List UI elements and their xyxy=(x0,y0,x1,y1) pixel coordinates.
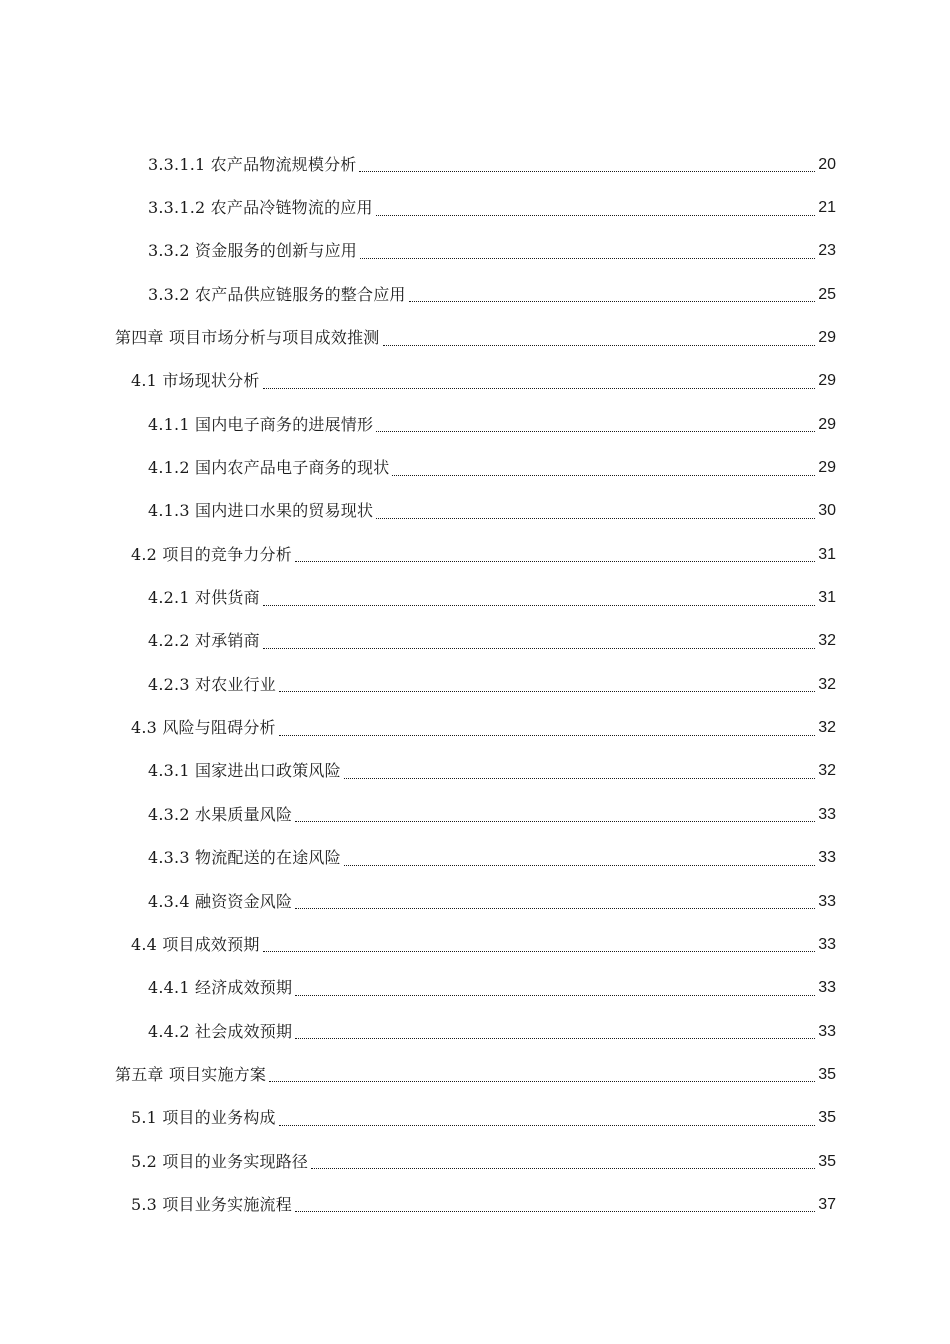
toc-leader-dots xyxy=(376,215,816,216)
toc-entry-page: 30 xyxy=(818,502,836,520)
toc-entry-title: 4.2 项目的竞争力分析 xyxy=(131,544,292,564)
toc-entry[interactable] xyxy=(0,1010,950,1053)
toc-entry-page: 33 xyxy=(818,849,836,867)
toc-entry-title: 4.1.3 国内进口水果的贸易现状 xyxy=(148,501,374,521)
toc-entry[interactable] xyxy=(0,663,950,706)
toc-entry[interactable] xyxy=(0,620,950,663)
toc-entry-page: 29 xyxy=(818,372,836,390)
toc-entry-title: 第四章 项目市场分析与项目成效推测 xyxy=(115,328,380,348)
toc-entry-page: 32 xyxy=(818,632,836,650)
toc-entry-title: 4.3.3 物流配送的在途风险 xyxy=(148,848,341,868)
toc-entry-page: 25 xyxy=(818,285,836,303)
toc-leader-dots xyxy=(392,475,815,476)
toc-entry-title: 4.2.1 对供货商 xyxy=(148,588,260,608)
toc-leader-dots xyxy=(344,778,815,779)
toc-entry-page: 21 xyxy=(818,199,836,217)
toc-entry[interactable] xyxy=(0,273,950,316)
toc-entry-title: 4.4 项目成效预期 xyxy=(131,934,260,954)
toc-entry-page: 33 xyxy=(818,1022,836,1040)
toc-leader-dots xyxy=(263,388,816,389)
toc-entry-title: 4.1.1 国内电子商务的进展情形 xyxy=(148,414,374,434)
toc-entry[interactable] xyxy=(0,706,950,749)
toc-entry-title: 4.1 市场现状分析 xyxy=(131,371,260,391)
toc-leader-dots xyxy=(409,301,816,302)
toc-entry-page: 35 xyxy=(818,1065,836,1083)
toc-entry-title: 3.3.1.2 农产品冷链物流的应用 xyxy=(148,198,373,218)
toc-entry-page: 32 xyxy=(818,762,836,780)
toc-entry[interactable] xyxy=(0,793,950,836)
table-of-contents xyxy=(0,143,950,1227)
toc-entry[interactable] xyxy=(0,186,950,229)
toc-entry[interactable] xyxy=(0,360,950,403)
toc-leader-dots xyxy=(269,1081,815,1082)
toc-entry[interactable] xyxy=(0,837,950,880)
toc-entry-title: 4.3.4 融资资金风险 xyxy=(148,891,293,911)
toc-entry-title: 4.2.2 对承销商 xyxy=(148,631,260,651)
toc-entry[interactable] xyxy=(0,576,950,619)
toc-entry-page: 23 xyxy=(818,242,836,260)
toc-leader-dots xyxy=(295,995,815,996)
toc-entry-title: 5.3 项目业务实施流程 xyxy=(131,1194,292,1214)
toc-entry-page: 29 xyxy=(818,415,836,433)
toc-entry[interactable] xyxy=(0,750,950,793)
toc-leader-dots xyxy=(279,1125,815,1126)
toc-entry-page: 29 xyxy=(818,329,836,347)
toc-entry[interactable] xyxy=(0,533,950,576)
toc-entry-page: 35 xyxy=(818,1109,836,1127)
toc-leader-dots xyxy=(295,561,815,562)
toc-entry[interactable] xyxy=(0,446,950,489)
toc-entry-title: 4.4.2 社会成效预期 xyxy=(148,1021,293,1041)
toc-entry-title: 5.2 项目的业务实现路径 xyxy=(131,1151,309,1171)
toc-entry-title: 4.4.1 经济成效预期 xyxy=(148,978,293,998)
toc-entry-title: 3.3.2 农产品供应链服务的整合应用 xyxy=(148,284,406,304)
toc-leader-dots xyxy=(263,648,815,649)
toc-leader-dots xyxy=(311,1168,815,1169)
toc-entry-page: 33 xyxy=(818,805,836,823)
toc-entry[interactable] xyxy=(0,967,950,1010)
toc-entry-page: 33 xyxy=(818,979,836,997)
toc-leader-dots xyxy=(359,171,815,172)
toc-leader-dots xyxy=(263,605,815,606)
toc-entry-page: 32 xyxy=(818,675,836,693)
toc-entry-title: 4.3.1 国家进出口政策风险 xyxy=(148,761,341,781)
toc-entry[interactable] xyxy=(0,143,950,186)
toc-leader-dots xyxy=(295,1211,815,1212)
toc-entry-title: 4.3 风险与阻碍分析 xyxy=(131,718,276,738)
toc-entry-page: 20 xyxy=(818,155,836,173)
toc-entry-page: 32 xyxy=(818,719,836,737)
toc-entry[interactable] xyxy=(0,316,950,359)
toc-leader-dots xyxy=(376,431,815,432)
toc-entry-page: 31 xyxy=(818,545,836,563)
toc-entry[interactable] xyxy=(0,1140,950,1183)
toc-leader-dots xyxy=(383,345,816,346)
toc-leader-dots xyxy=(295,821,815,822)
toc-entry[interactable] xyxy=(0,1097,950,1140)
toc-entry[interactable] xyxy=(0,923,950,966)
toc-entry[interactable] xyxy=(0,230,950,273)
toc-entry[interactable] xyxy=(0,880,950,923)
toc-leader-dots xyxy=(263,951,816,952)
toc-entry-page: 35 xyxy=(818,1152,836,1170)
toc-entry[interactable] xyxy=(0,403,950,446)
toc-entry-page: 37 xyxy=(818,1195,836,1213)
toc-entry-title: 3.3.1.1 农产品物流规模分析 xyxy=(148,154,357,174)
toc-entry-page: 33 xyxy=(818,935,836,953)
toc-leader-dots xyxy=(279,735,815,736)
toc-entry-page: 31 xyxy=(818,589,836,607)
toc-entry-title: 3.3.2 资金服务的创新与应用 xyxy=(148,241,357,261)
toc-leader-dots xyxy=(295,1038,815,1039)
toc-entry[interactable] xyxy=(0,1053,950,1096)
toc-entry-page: 33 xyxy=(818,892,836,910)
toc-leader-dots xyxy=(376,518,815,519)
toc-leader-dots xyxy=(360,258,815,259)
toc-leader-dots xyxy=(344,865,815,866)
toc-entry-title: 4.1.2 国内农产品电子商务的现状 xyxy=(148,458,390,478)
toc-entry[interactable] xyxy=(0,1183,950,1226)
toc-entry-page: 29 xyxy=(818,459,836,477)
toc-entry-title: 第五章 项目实施方案 xyxy=(115,1064,267,1084)
toc-entry[interactable] xyxy=(0,490,950,533)
toc-leader-dots xyxy=(295,908,815,909)
toc-entry-title: 5.1 项目的业务构成 xyxy=(131,1108,276,1128)
toc-entry-title: 4.2.3 对农业行业 xyxy=(148,674,276,694)
toc-leader-dots xyxy=(279,691,815,692)
toc-entry-title: 4.3.2 水果质量风险 xyxy=(148,804,293,824)
